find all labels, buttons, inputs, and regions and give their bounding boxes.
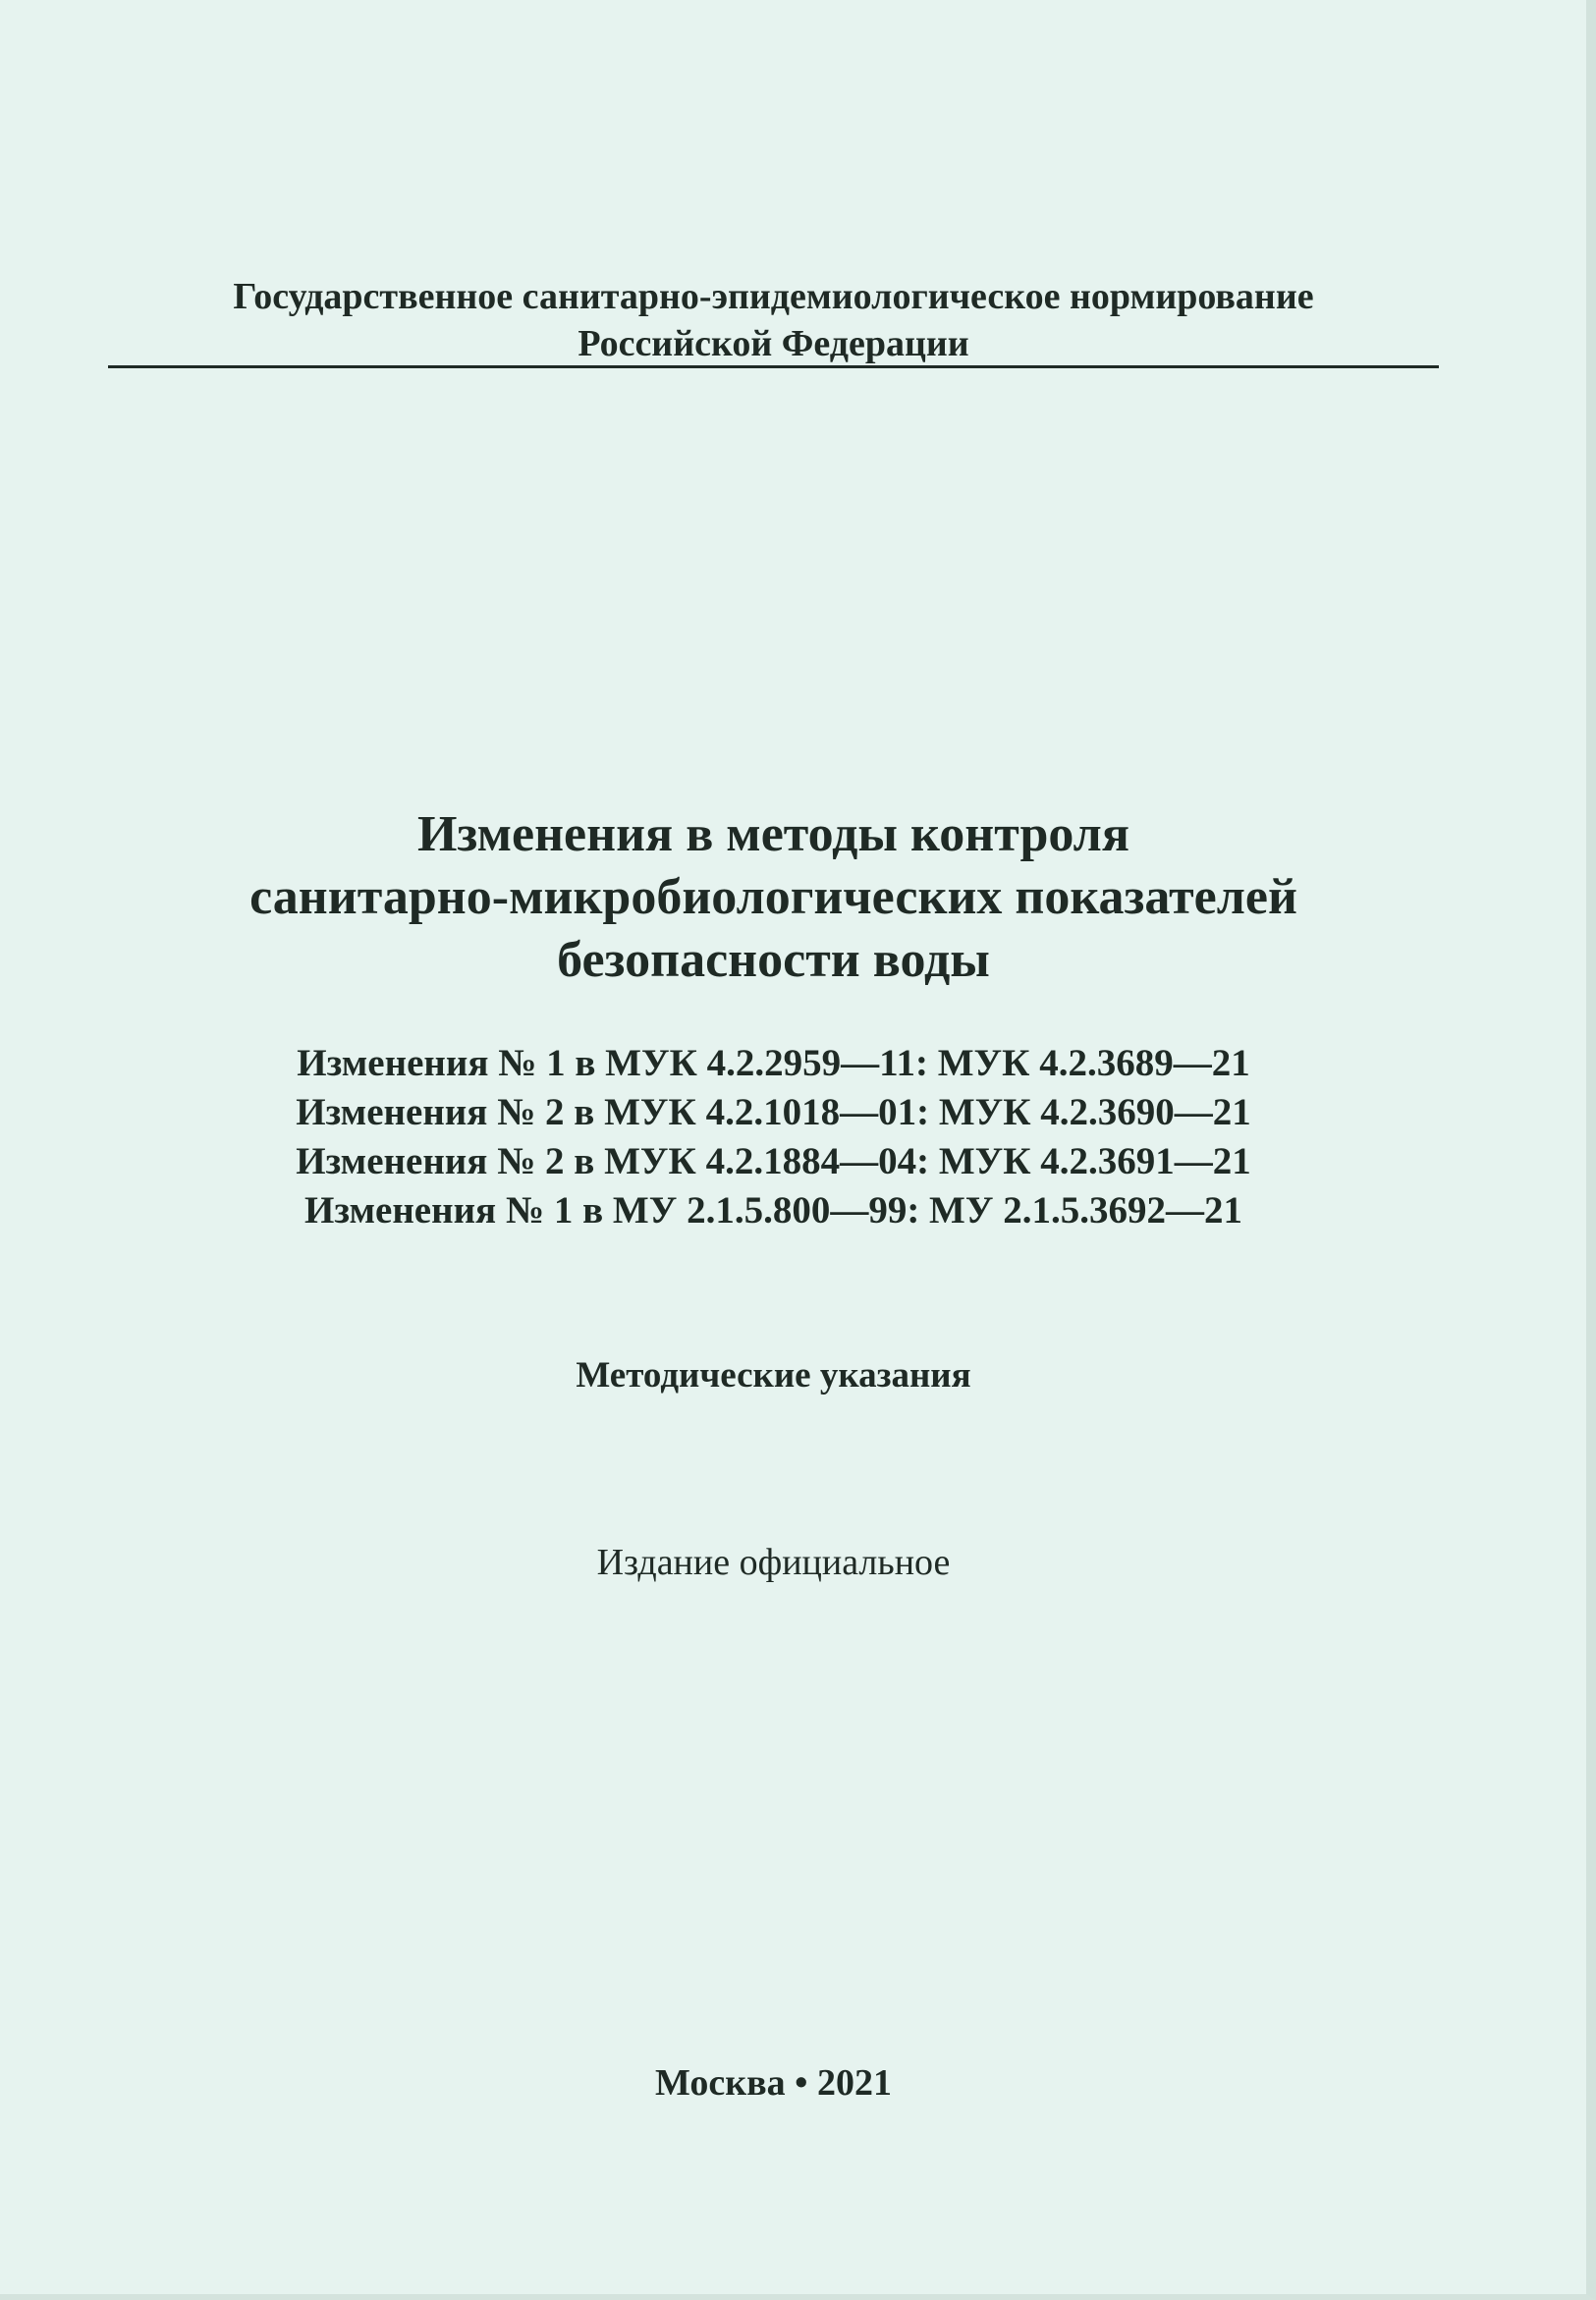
issuer-header [108,273,1439,367]
header-divider [108,365,1439,368]
place-year-imprint: Москва • 2021 [655,2062,892,2104]
title-line-1: Изменения в методы контроля [416,806,1129,862]
amendment-line: Изменения № 2 в МУК 4.2.1018—01: МУК 4.2.3690—21 [296,1091,1251,1133]
title-line-2: санитарно-микробиологических показателей [249,869,1297,925]
amendment-line: Изменения № 2 в МУК 4.2.1884—04: МУК 4.2.3691—21 [296,1140,1251,1182]
issuer-header-line-2: Российской Федерации [578,323,969,364]
title-line-3: безопасности воды [557,932,990,988]
issuer-header-line-1: Государственное санитарно-эпидемиологическое нормирование [233,276,1314,317]
edition-note: Издание официальное [596,1542,951,1583]
amendment-line: Изменения № 1 в МУК 4.2.2959—11: МУК 4.2.3689—21 [297,1042,1250,1084]
document-title [79,803,1468,992]
document-type: Методические указания [576,1355,971,1396]
amendment-line: Изменения № 1 в МУ 2.1.5.800—99: МУ 2.1.5.3692—21 [303,1189,1242,1232]
amendments-list [108,1039,1439,1235]
